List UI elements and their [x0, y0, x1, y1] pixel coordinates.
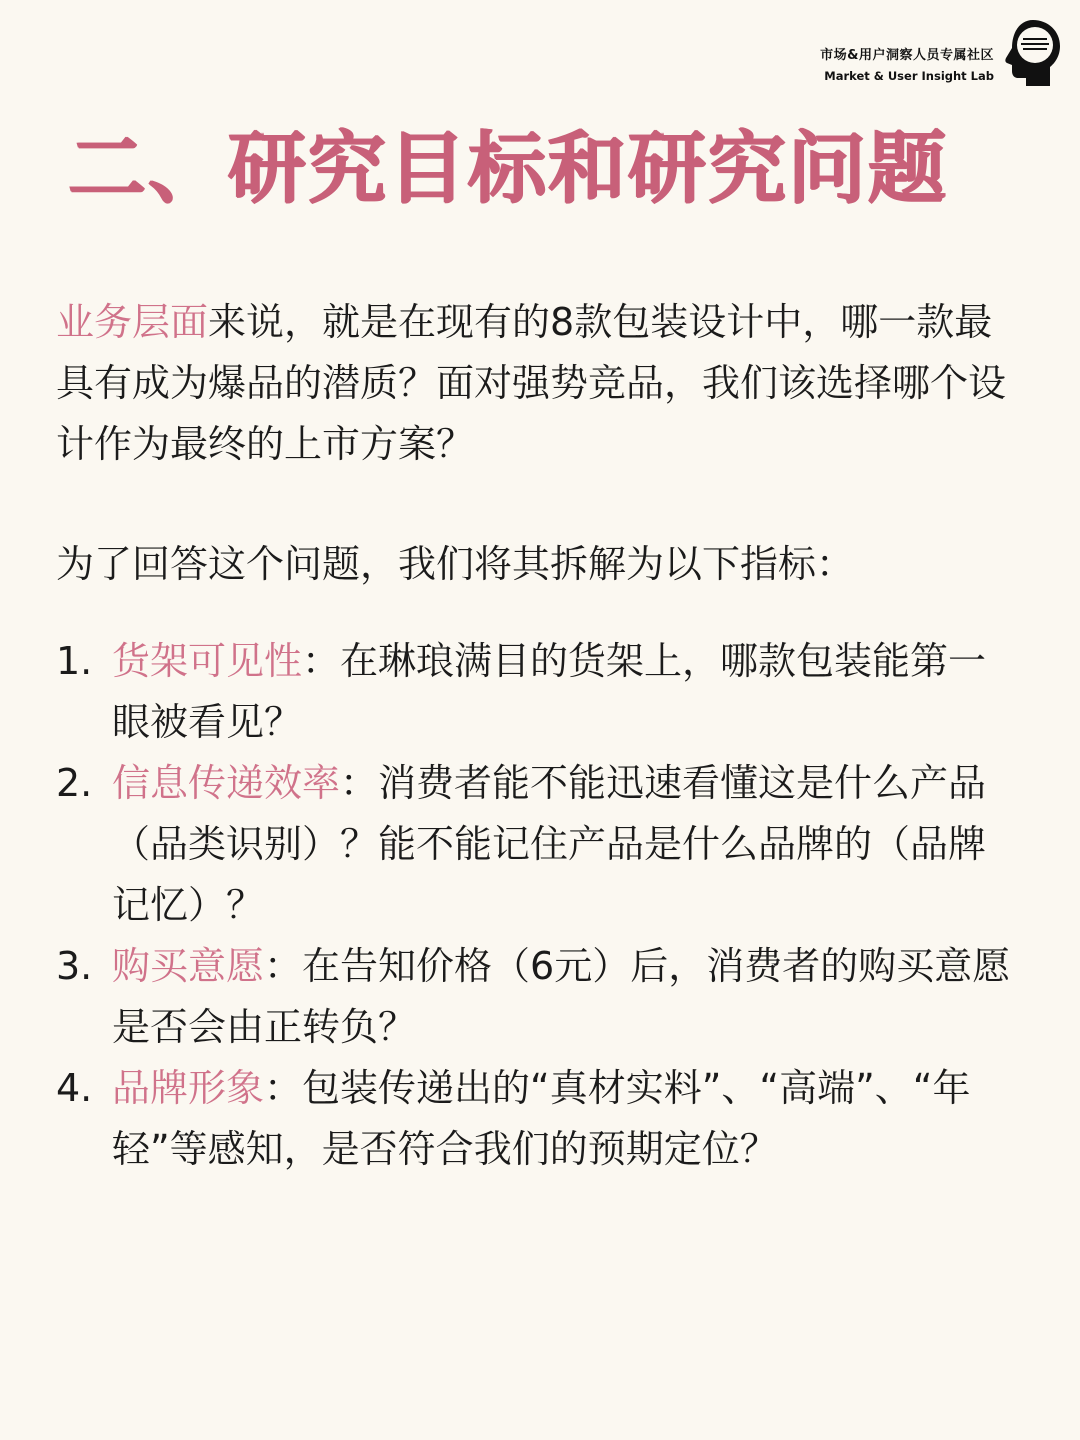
brand-text [820, 44, 994, 83]
item-number: 1. [56, 639, 93, 683]
head-profile-icon [1004, 18, 1062, 88]
item-number: 2. [56, 761, 93, 805]
item-colon: ： [340, 761, 379, 805]
page-title: 二、研究目标和研究问题 [68, 124, 949, 214]
list-item [56, 936, 1016, 1058]
item-colon: ： [302, 639, 341, 683]
brand-name-cn: 市场&用户洞察人员专属社区 [820, 48, 994, 63]
list-item [56, 753, 1016, 936]
item-label: 货架可见性 [112, 639, 303, 683]
item-label: 信息传递效率 [112, 761, 341, 805]
list-item [56, 631, 1016, 753]
item-label: 购买意愿 [112, 944, 265, 988]
item-text: 包装传递出的“真材实料”、“高端”、“年轻”等感知，是否符合我们的预期定位？ [112, 1066, 971, 1171]
indicator-list [56, 631, 1016, 1180]
item-content [112, 936, 1016, 1058]
item-colon: ： [264, 1066, 303, 1110]
item-text: 在告知价格（6元）后，消费者的购买意愿是否会由正转负？ [112, 944, 1011, 1049]
item-text: 在琳琅满目的货架上，哪款包装能第一眼被看见？ [112, 639, 987, 744]
item-number: 3. [56, 944, 93, 988]
item-number: 4. [56, 1066, 93, 1110]
item-content [112, 631, 1016, 753]
item-content [112, 1058, 1016, 1180]
brand-name-en: Market & User Insight Lab [824, 69, 994, 83]
list-item [56, 1058, 1016, 1180]
breakdown-intro: 为了回答这个问题，我们将其拆解为以下指标： [56, 542, 855, 586]
intro-paragraph [56, 292, 1016, 475]
item-label: 品牌形象 [112, 1066, 265, 1110]
brand-block [820, 18, 1062, 88]
item-text: 消费者能不能迅速看懂这是什么产品（品类识别）？能不能记住产品是什么品牌的（品牌记忆）？ [112, 761, 987, 927]
item-colon: ： [264, 944, 303, 988]
item-content [112, 753, 1016, 936]
intro-text: 来说，就是在现有的8款包装设计中，哪一款最具有成为爆品的潜质？面对强势竞品，我们该选择哪个设计作为最终的上市方案？ [56, 300, 1007, 466]
intro-highlight: 业务层面 [56, 300, 209, 344]
